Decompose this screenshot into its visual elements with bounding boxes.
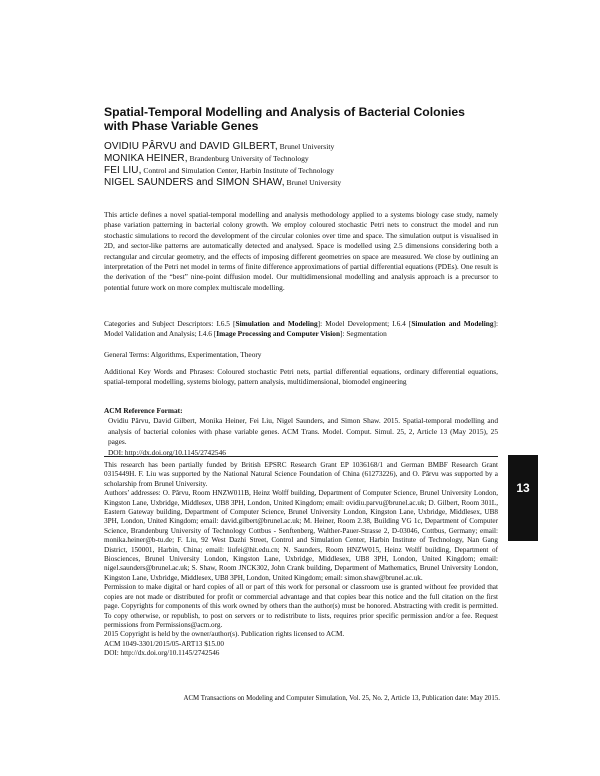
author-list bbox=[104, 141, 524, 189]
author-line bbox=[104, 165, 524, 177]
author-names: OVIDIU PÂRVU and DAVID GILBERT, bbox=[104, 141, 278, 152]
footnotes bbox=[104, 461, 498, 659]
author-names: NIGEL SAUNDERS and SIMON SHAW, bbox=[104, 177, 285, 188]
category-bold-2: Simulation and Modeling bbox=[411, 319, 494, 328]
abstract: This article defines a novel spatial-temporal modelling and analysis methodology applied to a systems biology case study, namely phase variation patterning in bacterial colony growth. We employ coloured stochastic Petri nets to construct the model and run stochastic simulations to record the development of the circular colonies over time and space. The simulation output is visualised in 2D, and sector-like patterns are automatically detected and analysed. Space is modelled using 2.5 dimensions considering both a rectangular and circular geometry, and the effects of imposing different geometries on space are measured. We close by outlining an interpretation of the Petri net model in terms of finite difference approximations of partial differential equations (PDEs). One result is the derivation of the “best” nine-point diffusion model. Our multidimensional modelling and analysis approach is a precursor to potential future work on more complex multiscale modelling. bbox=[104, 210, 498, 292]
author-names: FEI LIU, bbox=[104, 165, 142, 176]
author-names: MONIKA HEINER, bbox=[104, 153, 188, 164]
category-bold-3: Image Processing and Computer Vision bbox=[216, 329, 341, 339]
permission-note: Permission to make digital or hard copies of all or part of this work for personal or classroom use is granted without fee provided that copies are not made or distributed for profit or commercial advantage and that copies bear this notice and the full citation on the first page. Copyrights for components of this work owned by others than the author(s) must be honored. Abstracting with credit is permitted. To copy otherwise, or republish, to post on servers or to redistribute to lists, requires prior specific permission and/or a fee. Request permissions from Permissions@acm.org. bbox=[104, 583, 498, 629]
article-number-badge: 13 bbox=[508, 455, 538, 541]
acm-reference bbox=[104, 406, 498, 458]
acm-reference-body: Ovidiu Pârvu, David Gilbert, Monika Heiner, Fei Liu, Nigel Saunders, and Simon Shaw. 2015. Spatial-temporal modelling and analysis of bacterial colonies with phase variable genes. ACM Trans. Model. Comput. Simul. 25, 2, Article 13 (May 2015), 25 pages. bbox=[108, 416, 498, 447]
author-affiliation: Brunel University bbox=[277, 142, 335, 151]
journal-footer: ACM Transactions on Modeling and Computer Simulation, Vol. 25, No. 2, Article 13, Publication date: May 2015. bbox=[183, 695, 500, 702]
categories-prefix: Categories and Subject Descriptors: I.6.5 [ bbox=[104, 319, 236, 328]
categories-descriptors bbox=[104, 319, 498, 340]
author-line bbox=[104, 141, 524, 153]
copyright-note: 2015 Copyright is held by the owner/author(s). Publication rights licensed to ACM. bbox=[104, 630, 345, 639]
category-bold-1: Simulation and Modeling bbox=[235, 319, 318, 328]
categories-text-2: ]: Model Validation and Analysis; I.4.6 [ bbox=[104, 319, 499, 339]
footnote-doi[interactable]: DOI: http://dx.doi.org/10.1145/2742546 bbox=[104, 649, 220, 658]
acm-reference-doi[interactable]: DOI: http://dx.doi.org/10.1145/2742546 bbox=[108, 447, 226, 457]
author-addresses: Authors’ addresses: O. Pârvu, Room HNZW011B, Heinz Wolff building, Department of Computer Science, Brunel University London, Kingston Lane, Uxbridge, Middlesex, UB8 3PH, London, United Kingdom; email: ovidiu.parvu@brunel.ac.uk; D. Gilbert, Room 301L, Eastern Gateway building, Department of Computer Science, Brunel University London, Kingston Lane, Uxbridge, Middlesex, UB8 3PH, London, United Kingdom; email: david.gilbert@brunel.ac.uk; M. Heiner, Room 2.38, Building VG 1c, Department of Computer Science, Brandenburg University of Technology Cottbus - Senftenberg, Walther-Pauer-Strasse 2, D-03046, Cottbus, Germany; email: monika.heiner@b-tu.de; F. Liu, 92 West Dazhi Street, Control and Simulation Center, Harbin Institute of Technology, Nan Gang District, 150001, Harbin, China; email: liufei@hit.edu.cn; N. Saunders, Room HNZW015, Heinz Wolff building, Department of Biosciences, Brunel University London, Kingston Lane, Uxbridge, Middlesex, UB8 3PH, London, United Kingdom; email: nigel.saunders@brunel.ac.uk; S. Shaw, Room JNCK302, John Crank building, Department of Mathematics, Brunel University London, Kingston Lane, Uxbridge, Middlesex, UB8 3PH, London, United Kingdom; email: simon.shaw@brunel.ac.uk. bbox=[104, 489, 498, 582]
keywords: Additional Key Words and Phrases: Coloured stochastic Petri nets, partial differential equations, ordinary differential equations, spatial-temporal modelling, systems biology, pattern analysis, multidimensional, biomodel engineering bbox=[104, 367, 498, 387]
title-line-2: with Phase Variable Genes bbox=[104, 118, 259, 133]
author-line bbox=[104, 177, 524, 189]
categories-text-1: ]: Model Development; I.6.4 [ bbox=[317, 319, 412, 328]
issn-note: ACM 1049-3301/2015/05-ART13 $15.00 bbox=[104, 639, 224, 648]
funding-note: This research has been partially funded by British EPSRC Research Grant EP 1036168/1 and German BMBF Research Grant 0315449H. F. Liu was supported by the National Natural Science Foundation of China (61273226), and O. Pârvu was supported by a scholarship from Brunel University. bbox=[104, 461, 498, 488]
title-line-1: Spatial-Temporal Modelling and Analysis of Bacterial Colonies bbox=[104, 105, 465, 119]
author-line bbox=[104, 153, 524, 165]
footnote-divider bbox=[104, 456, 498, 457]
categories-text-3: ]: Segmentation bbox=[340, 329, 387, 339]
author-affiliation: Brunel University bbox=[284, 178, 342, 187]
author-affiliation: Control and Simulation Center, Harbin Institute of Technology bbox=[141, 166, 334, 175]
categories-text bbox=[104, 319, 498, 340]
general-terms: General Terms: Algorithms, Experimentation, Theory bbox=[104, 350, 262, 359]
author-affiliation: Brandenburg University of Technology bbox=[187, 154, 309, 163]
acm-reference-heading: ACM Reference Format: bbox=[104, 406, 183, 415]
paper-title bbox=[104, 106, 524, 133]
